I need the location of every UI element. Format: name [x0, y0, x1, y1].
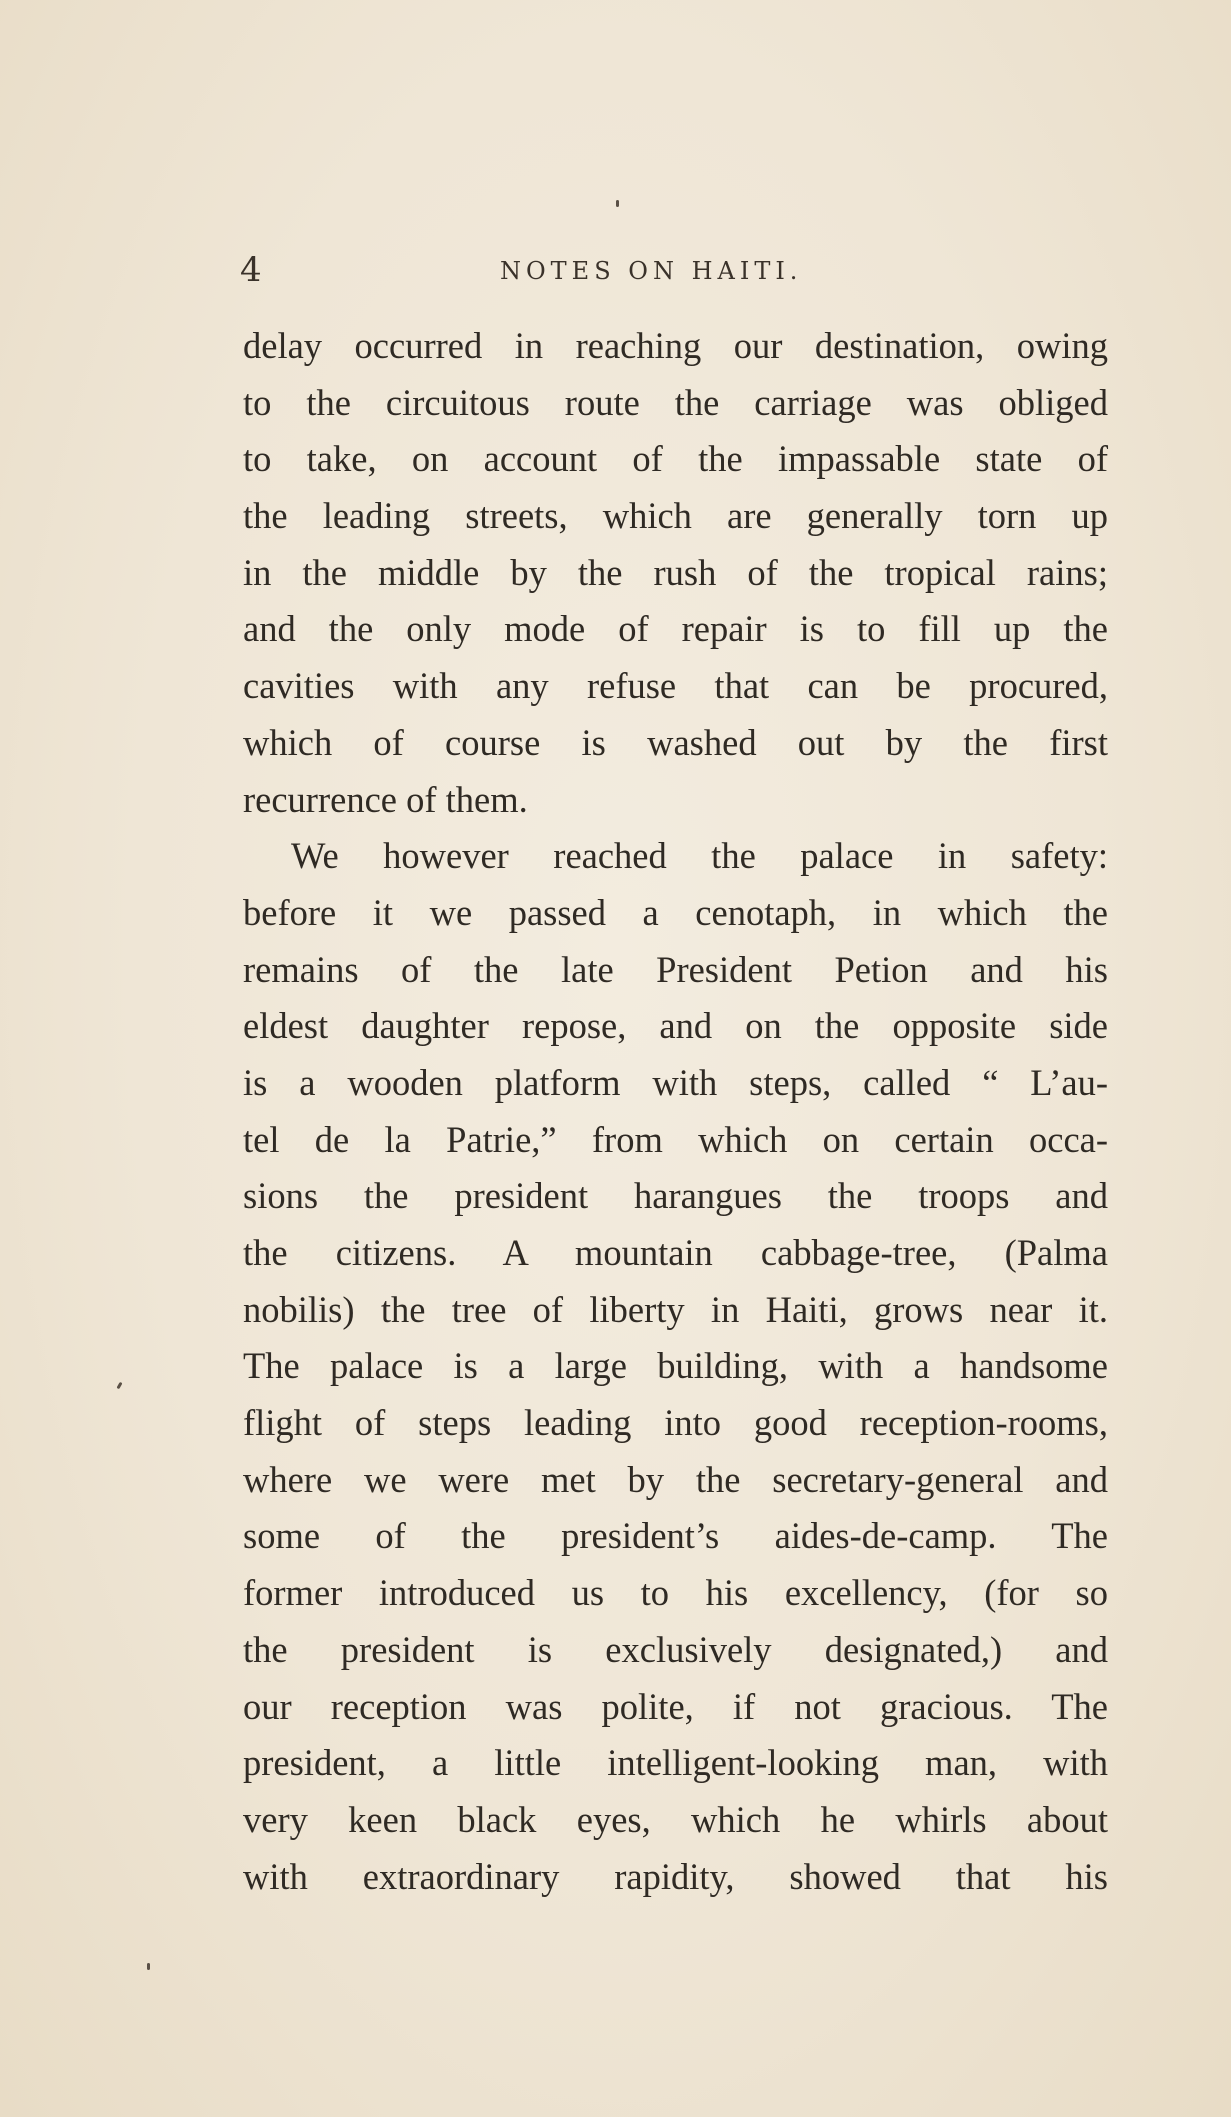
text-line: is a wooden platform with steps, called “ L’au- — [243, 1061, 1108, 1103]
text-line: former introduced us to his excellency, (for so — [243, 1572, 1108, 1614]
text-line: which of course is washed out by the first — [243, 721, 1108, 763]
text-line: the leading streets, which are generally torn up — [243, 495, 1108, 537]
paragraph-2 — [243, 828, 1108, 1905]
text-line: before it we passed a cenotaph, in which the — [243, 891, 1108, 933]
paper-speck — [616, 200, 619, 207]
page-header — [240, 250, 890, 300]
paper-speck — [147, 1963, 150, 1970]
body-text — [243, 318, 1108, 1905]
text-line: president, a little intelligent-looking man, with — [243, 1742, 1108, 1784]
text-line: to the circuitous route the carriage was obliged — [243, 381, 1108, 423]
text-line: in the middle by the rush of the tropical rains; — [243, 551, 1108, 593]
text-line: eldest daughter repose, and on the opposite side — [243, 1005, 1108, 1047]
text-line: nobilis) the tree of liberty in Haiti, grows near it. — [243, 1288, 1108, 1330]
text-line: where we were met by the secretary-general and — [243, 1458, 1108, 1500]
text-line: and the only mode of repair is to fill up the — [243, 608, 1108, 650]
text-line: the citizens. A mountain cabbage-tree, (Palma — [243, 1232, 1108, 1273]
text-line: We however reached the palace in safety: — [291, 835, 1108, 877]
running-title: NOTES ON HAITI. — [500, 257, 803, 285]
paper-speck — [116, 1382, 122, 1390]
text-line: delay occurred in reaching our destination, owing — [243, 325, 1108, 366]
page-number: 4 — [240, 250, 262, 290]
text-line: some of the president’s aides-de-camp. The — [243, 1515, 1108, 1557]
text-line: The palace is a large building, with a handsome — [243, 1345, 1108, 1387]
text-line: recurrence of them. — [243, 778, 528, 820]
text-line: very keen black eyes, which he whirls about — [243, 1798, 1108, 1840]
text-line: cavities with any refuse that can be procured, — [243, 665, 1108, 707]
text-line: sions the president harangues the troops and — [243, 1175, 1108, 1217]
text-line: to take, on account of the impassable state of — [243, 438, 1108, 480]
text-line: tel de la Patrie,” from which on certain occa- — [243, 1118, 1108, 1160]
paragraph-1 — [243, 318, 1108, 828]
text-line: with extraordinary rapidity, showed that his — [243, 1855, 1108, 1897]
text-line: flight of steps leading into good reception-rooms, — [243, 1402, 1108, 1444]
text-line: our reception was polite, if not gracious. The — [243, 1685, 1108, 1727]
text-line: remains of the late President Petion and his — [243, 948, 1108, 990]
text-line: the president is exclusively designated,) and — [243, 1628, 1108, 1670]
